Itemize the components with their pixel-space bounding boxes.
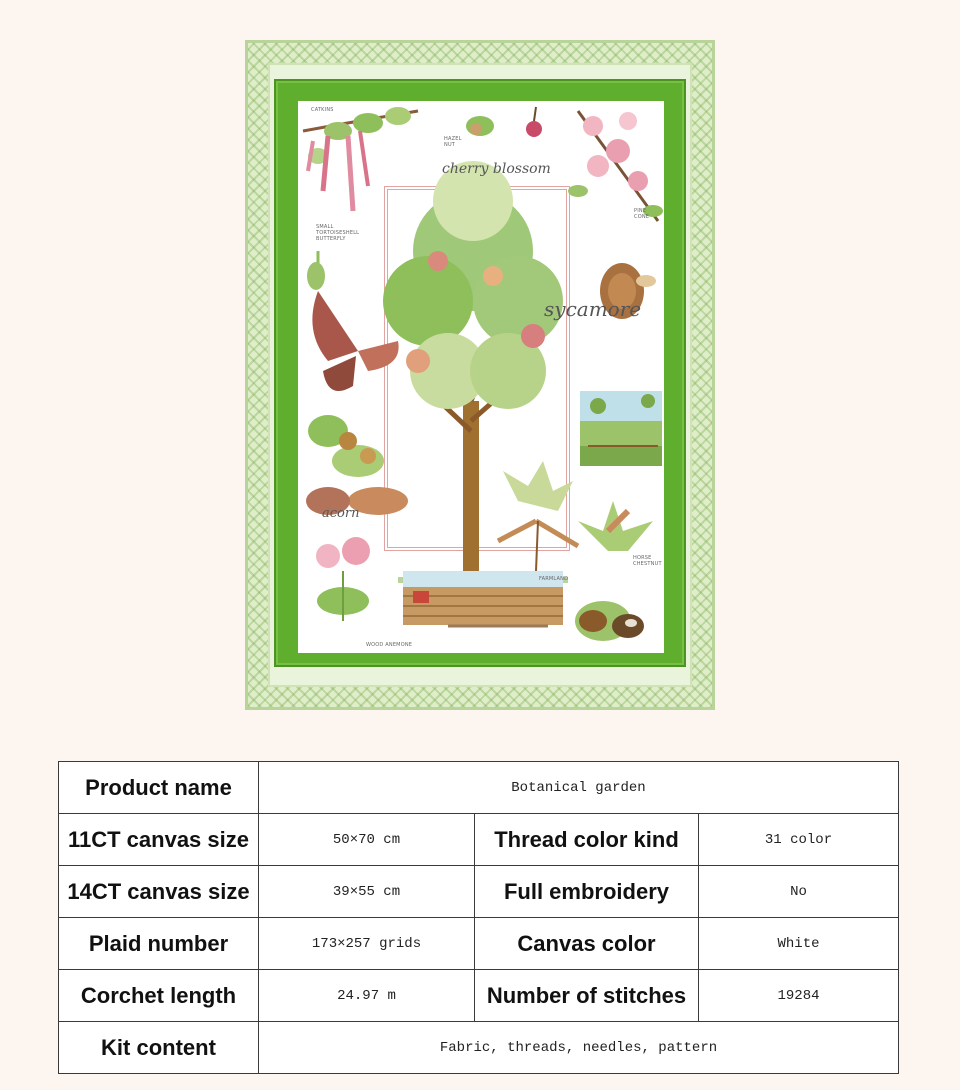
acorn-illustration [306,415,408,515]
thread-color-kind-value: 31 color [699,814,899,866]
full-embroidery-value: No [699,866,899,918]
kit-content-value: Fabric, threads, needles, pattern [259,1022,899,1074]
corchet-length-value: 24.97 m [259,970,475,1022]
butterfly-label: SMALL TORTOISESHELL BUTTERFLY [316,224,360,242]
sycamore-tree-illustration [383,161,568,583]
table-row [59,814,899,866]
full-embroidery-label: Full embroidery [475,866,699,918]
product-spec-table [58,761,899,1074]
ct14-canvas-size-label: 14CT canvas size [59,866,259,918]
canvas-color-value: White [699,918,899,970]
pine-cone-label: PINE CONE [634,208,650,220]
stitch-canvas [298,101,664,653]
hazel-nut-label: HAZEL NUT [444,136,462,148]
number-of-stitches-value: 19284 [699,970,899,1022]
acorn-label: acorn [322,506,360,521]
wood-anemone-illustration [316,537,370,621]
ct11-canvas-size-value: 50×70 cm [259,814,475,866]
horse-chestnut-label: HORSE CHESTNUT [633,555,662,567]
table-row [59,1022,899,1074]
horse-chestnut-leaf-illustration [578,501,653,551]
farmland-scene-illustration [580,391,662,466]
number-of-stitches-label: Number of stitches [475,970,699,1022]
canvas-color-label: Canvas color [475,918,699,970]
cherry-blossom-illustration [568,111,663,221]
farmland-label: FARMLAND [539,576,569,582]
plaid-number-label: Plaid number [59,918,259,970]
butterfly-illustration [307,251,399,391]
product-name-label: Product name [59,762,259,814]
artwork-frame [245,40,715,710]
kit-content-label: Kit content [59,1022,259,1074]
cherry-blossom-label: cherry blossom [442,161,551,177]
table-row [59,866,899,918]
wood-anemone-label: WOOD ANEMONE [366,642,413,648]
botanical-illustration [298,101,664,653]
product-name-value: Botanical garden [259,762,899,814]
catkins-label: CATKINS [311,107,334,113]
sycamore-leaf-illustration [498,461,578,571]
corchet-length-label: Corchet length [59,970,259,1022]
table-row [59,762,899,814]
conker-illustration [575,601,644,641]
catkins-illustration [303,107,418,211]
ct11-canvas-size-label: 11CT canvas size [59,814,259,866]
ct14-canvas-size-value: 39×55 cm [259,866,475,918]
table-row [59,970,899,1022]
sycamore-label: sycamore [544,297,642,321]
hazel-nut-illustration [466,107,542,137]
thread-color-kind-label: Thread color kind [475,814,699,866]
table-row [59,918,899,970]
plaid-number-value: 173×257 grids [259,918,475,970]
